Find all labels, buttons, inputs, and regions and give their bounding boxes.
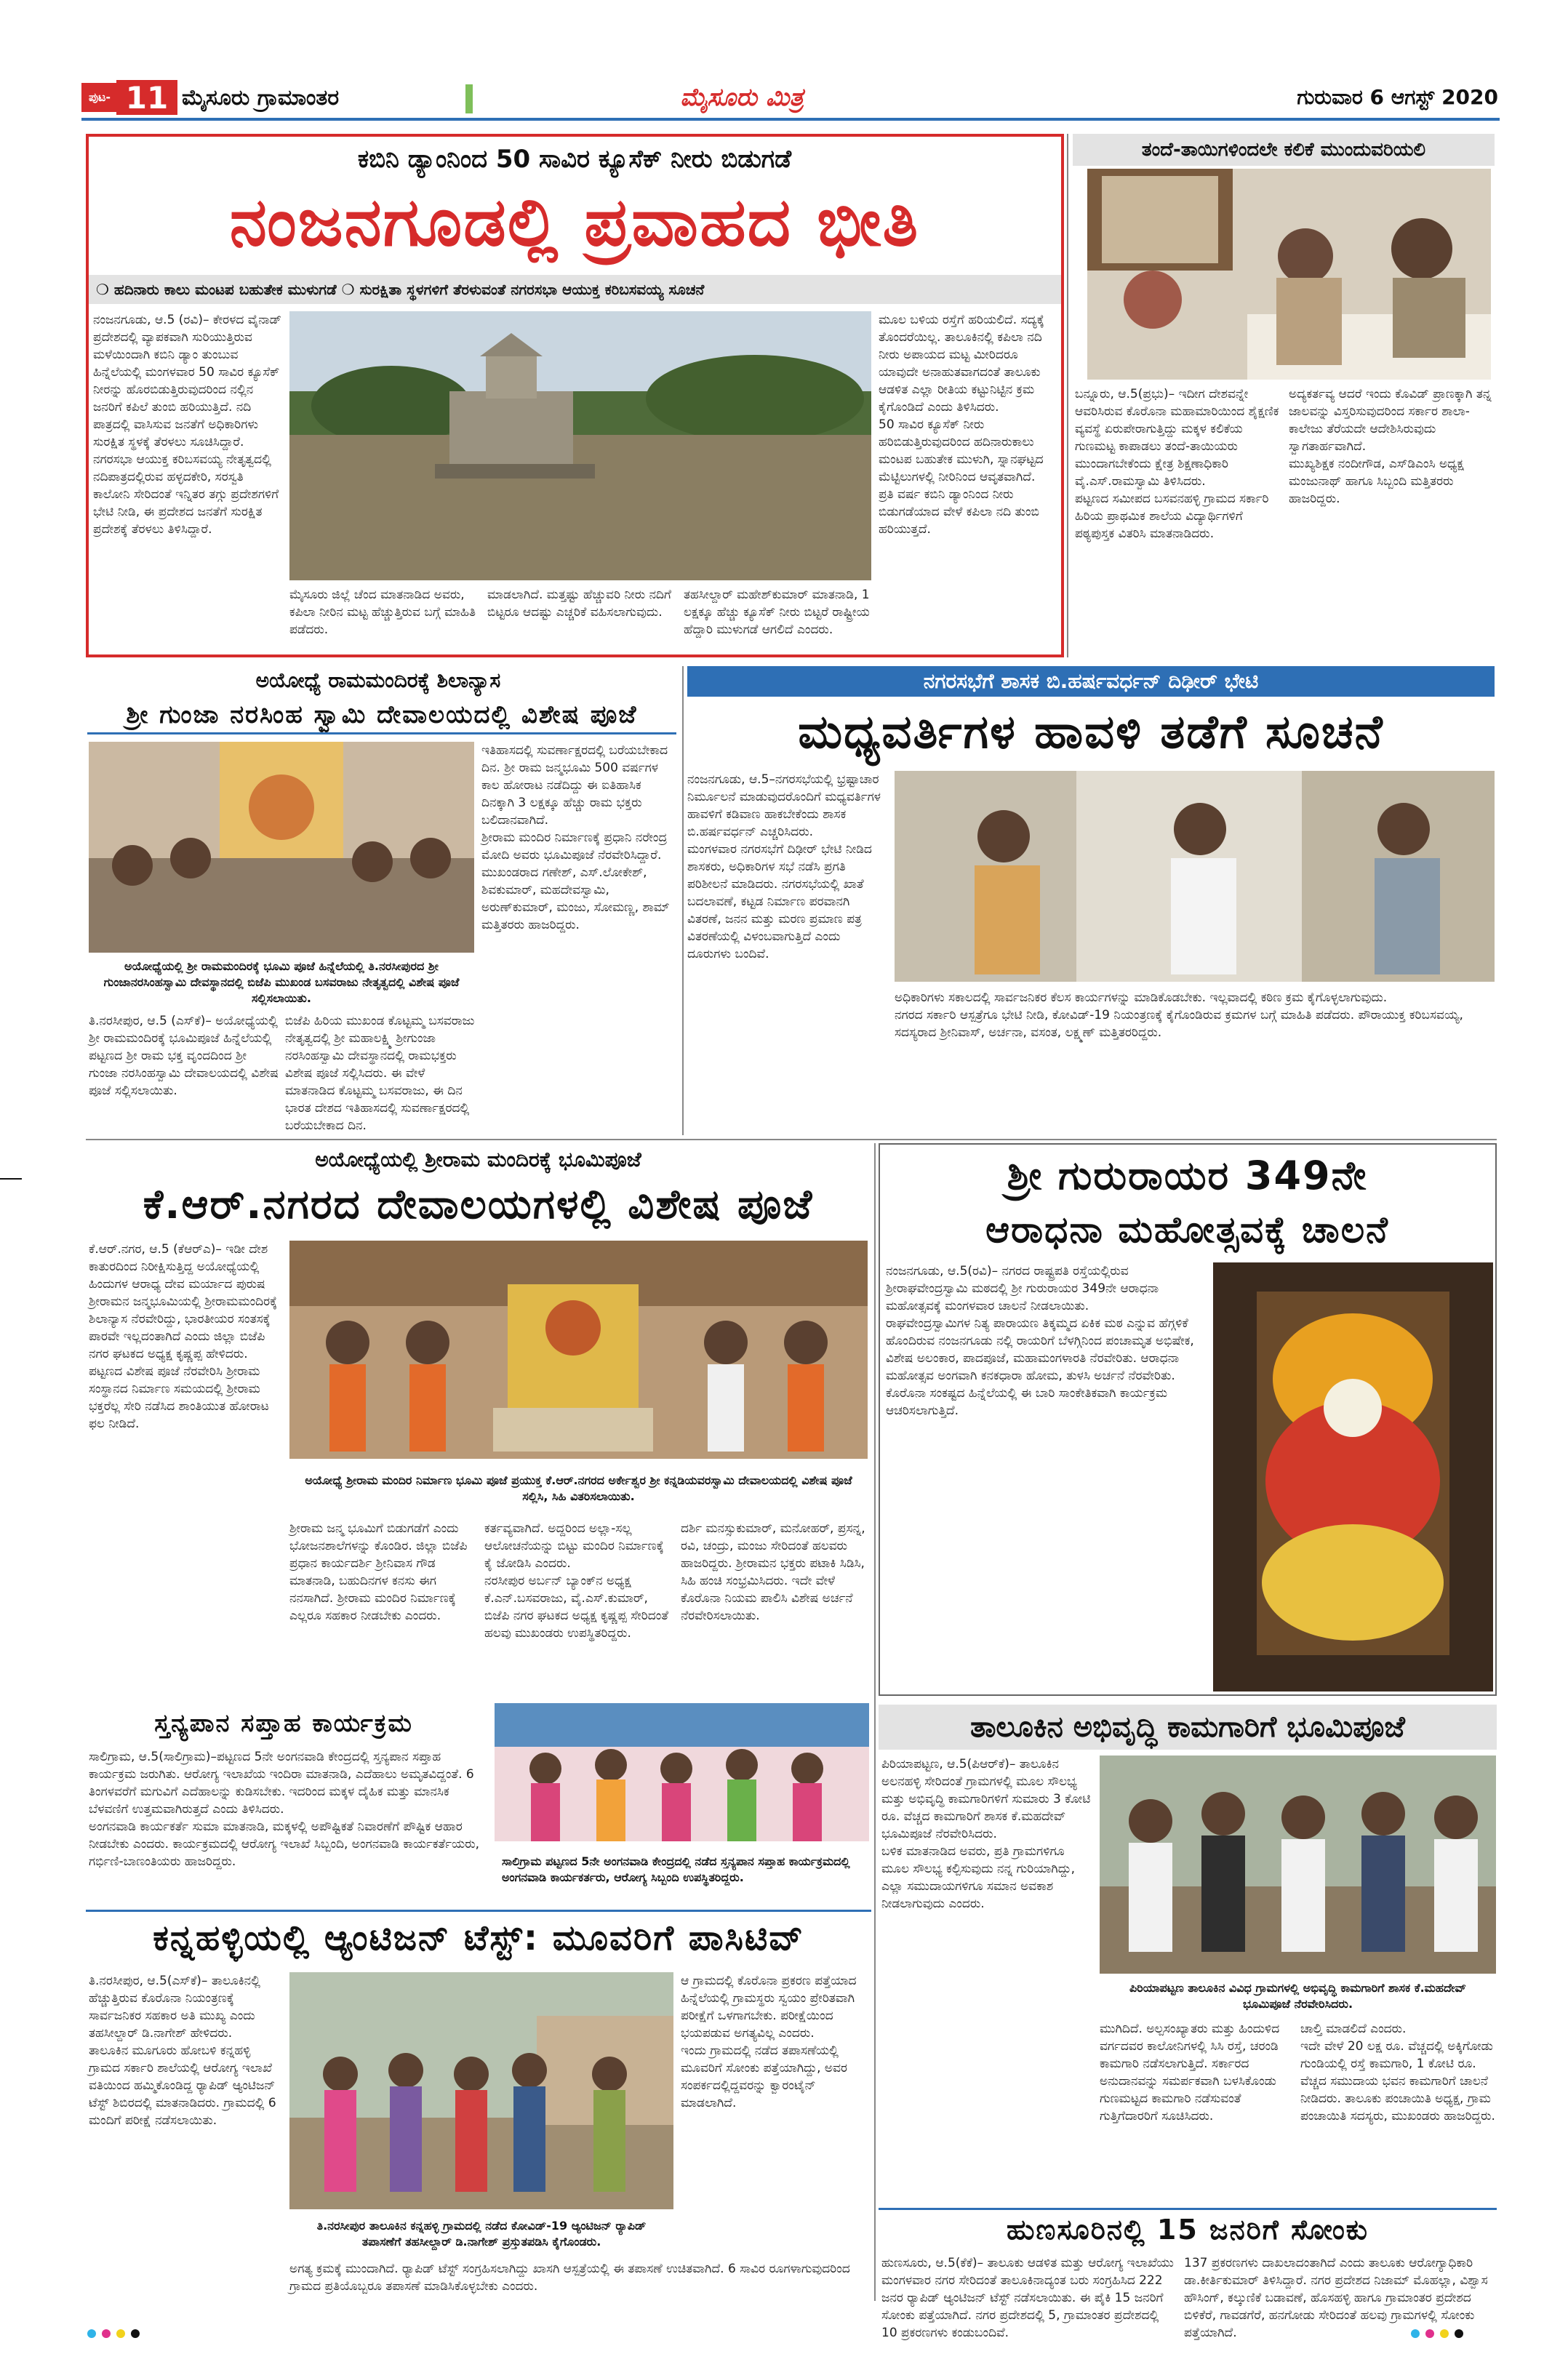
story-mla-photo	[895, 771, 1495, 982]
story-gunja-photo	[89, 742, 474, 953]
story-gunja-body-left: ತಿ.ನರಸೀಪುರ, ಆ.5 (ಎಸ್‌ಕೆ)– ಅಯೋಧ್ಯೆಯಲ್ಲಿ ಶ್ರೀ ರಾಮಮಂದಿರಕ್ಕೆ ಭೂಮಿಪೂಜೆ ಹಿನ್ನೆಲೆಯಲ್ಲಿ ಪಟ್ಟಣದ ಶ್ರೀ ರಾಮ ಭಕ್ತ ವೃಂದದಿಂದ ಶ್ರೀ ಗುಂಜಾ ನರಸಿಂಹಸ್ವಾಮಿ ದೇವಾಲಯದಲ್ಲಿ ವಿಶೇಷ ಪೂಜೆ ಸಲ್ಲಿಸಲಾಯಿತು.	[89, 1014, 283, 1098]
story-aradhana-body: ನಂಜನಗೂಡು, ಆ.5(ರವಿ)– ನಗರದ ರಾಷ್ಟ್ರಪತಿ ರಸ್ತೆಯಲ್ಲಿರುವ ಶ್ರೀರಾಘವೇಂದ್ರಸ್ವಾಮಿ ಮಠದಲ್ಲಿ ಶ್ರೀ ಗುರುರಾಯರ 349ನೇ ಆರಾಧನಾ ಮಹೋತ್ಸವಕ್ಕೆ ಮಂಗಳವಾರ ಚಾಲನೆ ನೀಡಲಾಯಿತು. ರಾಘವೇಂದ್ರಸ್ವಾಮಿಗಳ ನಿತ್ಯ ಪಾರಾಯಣ ತಿಕ್ಕಮ್ಮದ ಏಕಿಕ ಮಠ ಎನ್ನುವ ಹೆಗ್ಗಳಿಕೆ ಹೊಂದಿರುವ ನಂಜನಗೂಡು ನಲ್ಲಿ ರಾಯರಿಗೆ ಬೆಳಗ್ಗಿನಿಂದ ಪಂಚಾಮೃತ ಅಭಿಷೇಕ, ವಿಶೇಷ ಅಲಂಕಾರ, ಪಾದಪೂಜೆ, ಮಹಾಮಂಗಳಾರತಿ ನೆರವೇರಿತು. ಆರಾಧನಾ ಮಹೋತ್ಸವ ಅಂಗವಾಗಿ ಕನಕಧಾರಾ ಹೋಮ, ತುಳಸಿ ಅರ್ಚನೆ ನೆರವೇರಿತು. ಕೊರೊನಾ ಸಂಕಷ್ಟದ ಹಿನ್ನೆಲೆಯಲ್ಲಿ ಈ ಬಾರಿ ಸಾಂಕೇತಿಕವಾಗಿ ಕಾರ್ಯಕ್ರಮ ಆಚರಿಸಲಾಗುತ್ತಿದೆ.	[886, 1264, 1194, 1418]
page-label: ಪುಟ-	[81, 83, 118, 112]
story-antigen-caption: ತಿ.ನರಸೀಪುರ ತಾಲೂಕಿನ ಕನ್ನಹಳ್ಳಿ ಗ್ರಾಮದಲ್ಲಿ ನಡೆದ ಕೋವಿಡ್-19 ಆ್ಯಂಟಿಜನ್ ರ‍್ಯಾಪಿಡ್ ತಪಾಸಣೆಗೆ ತಹಸೀಲ್ದಾರ್ ಡಿ.ನಾಗೇಶ್ ಪ್ರಸ್ತುತಪಡಿಸಿ ಕೈಗೊಂಡರು.	[316, 2219, 647, 2249]
story-mla-headline: ಮಧ್ಯವರ್ತಿಗಳ ಹಾವಳಿ ತಡೆಗೆ ಸೂಚನೆ	[798, 705, 1384, 759]
story-education-body-right: ಅದ್ಯಕರ್ತವ್ಯ ಆದರೆ ಇಂದು ಕೊವಿಡ್ ಪ್ರಾಣಕ್ಕಾಗಿ ತನ್ನ ಜಾಲವನ್ನು ವಿಸ್ತರಿಸುವುದರಿಂದ ಸರ್ಕಾರ ಶಾಲಾ-ಕಾಲೇಜು ತೆರೆಯದೇ ಆದೇಶಿಸಿರುವುದು ಸ್ವಾಗತಾರ್ಹವಾಗಿದೆ. ಮುಖ್ಯಶಿಕ್ಷಕ ನಂದೀಗೌಡ, ಎಸ್‌ಡಿಎಂಸಿ ಅಧ್ಯಕ್ಷ ಮಂಜುನಾಥ್ ಹಾಗೂ ಸಿಬ್ಬಂದಿ ಮತ್ತಿತರರು ಹಾಜರಿದ್ದರು.	[1289, 387, 1492, 506]
story-flood-caption-left: ಮೈಸೂರು ಜಿಲ್ಲೆ ಚೆಂದ ಮಾತನಾಡಿದ ಅವರು, ಕಪಿಲಾ ನೀರಿನ ಮಟ್ಟ ಹೆಚ್ಚುತ್ತಿರುವ ಬಗ್ಗೆ ಮಾಹಿತಿ ಪಡೆದರು.	[289, 588, 480, 637]
flood-mantapa-image	[289, 311, 871, 580]
margin-mark	[0, 1178, 22, 1180]
column-divider	[682, 666, 684, 1135]
story-gunja-caption: ಅಯೋಧ್ಯೆಯಲ್ಲಿ ಶ್ರೀ ರಾಮಮಂದಿರಕ್ಕೆ ಭೂಮಿ ಪೂಜೆ ಹಿನ್ನೆಲೆಯಲ್ಲಿ ತಿ.ನರಸೀಪುರದ ಶ್ರೀ ಗುಂಜಾನರಸಿಂಹಸ್ವಾಮಿ ದೇವಸ್ಥಾನದಲ್ಲಿ ಬಿಜೆಪಿ ಮುಖಂಡ ಬಸವರಾಜು ನೇತೃತ್ವದಲ್ಲಿ ವಿಶೇಷ ಪೂಜೆ ಸಲ್ಲಿಸಲಾಯಿತು.	[103, 959, 460, 1005]
issue-date: ಗುರುವಾರ 6 ಆಗಸ್ಟ್ 2020	[1297, 85, 1498, 109]
story-flood-kicker: ಕಬಿನಿ ಡ್ಯಾಂನಿಂದ 50 ಸಾವಿರ ಕ್ಯೂಸೆಕ್ ನೀರು ಬಿಡುಗಡೆ	[357, 145, 792, 174]
story-antigen-headline: ಕನ್ನಹಳ್ಳಿಯಲ್ಲಿ ಆ್ಯಂಟಿಜನ್ ಟೆಸ್ಟ್: ಮೂವರಿಗೆ ಪಾಸಿಟಿವ್	[86, 1910, 871, 1965]
section-marker	[465, 84, 473, 113]
story-development-caption: ಪಿರಿಯಾಪಟ್ಟಣ ತಾಲೂಕಿನ ವಿವಿಧ ಗ್ರಾಮಗಳಲ್ಲಿ ಅಭಿವೃದ್ಧಿ ಕಾಮಗಾರಿಗೆ ಶಾಸಕ ಕೆ.ಮಹದೇವ್ ಭೂಮಿಪೂಜೆ ನೆರವೇರಿಸಿದರು.	[1129, 1981, 1466, 2011]
story-antigen-body-bottom: ಅಗತ್ಯ ಕ್ರಮಕ್ಕೆ ಮುಂದಾಗಿದೆ. ರ‍್ಯಾಪಿಡ್ ಟೆಸ್ಟ್ ಸಂಗ್ರಹಿಸಲಾಗಿದ್ದು ಖಾಸಗಿ ಆಸ್ಪತ್ರೆಯಲ್ಲಿ ಈ ತಪಾಸಣೆ ಉಚಿತವಾಗಿದೆ. 6 ಸಾವಿರ ರೂಗಳಾಗುವುದರಿಂದ ಗ್ರಾಮದ ಪ್ರತಿಯೊಬ್ಬರೂ ತಪಾಸಣೆ ಮಾಡಿಸಿಕೊಳ್ಳಬೇಕು ಎಂದರು.	[289, 2262, 855, 2294]
story-aradhana-headline-1: ಶ್ರೀ ಗುರುರಾಯರ 349ನೇ	[1007, 1153, 1368, 1198]
story-krnagar-caption: ಅಯೋಧ್ಯೆ ಶ್ರೀರಾಮ ಮಂದಿರ ನಿರ್ಮಾಣ ಭೂಮಿ ಪೂಜೆ ಪ್ರಯುಕ್ತ ಕೆ.ಆರ್.ನಗರದ ಅರ್ಕೇಶ್ವರ ಶ್ರೀ ಕನ್ನಡಿಯವರಸ್ವಾಮಿ ದೇವಾಲಯದಲ್ಲಿ ವಿಶೇಷ ಪೂಜೆ ಸಲ್ಲಿಸಿ, ಸಿಹಿ ವಿತರಿಸಲಾಯಿತು.	[305, 1473, 852, 1503]
masthead-rule	[81, 118, 1500, 121]
section-rule	[86, 1139, 1497, 1140]
story-development-body-bottom-right: ಚಾಲ್ತಿ ಮಾಡಲಿದೆ ಎಂದರು. ಇದೇ ವೇಳೆ 20 ಲಕ್ಷ ರೂ. ವೆಚ್ಚದಲ್ಲಿ ಅಕ್ಕಿಗೋಡು ಗುಂಡಿಯಲ್ಲಿ ರಸ್ತೆ ಕಾಮಗಾರಿ, 1 ಕೋಟಿ ರೂ. ವೆಚ್ಚದ ಸಮುದಾಯ ಭವನ ಕಾಮಗಾರಿಗೆ ಚಾಲನೆ ನೀಡಿದರು. ತಾಲೂಕು ಪಂಚಾಯಿತಿ ಅಧ್ಯಕ್ಷ, ಗ್ರಾಮ ಪಂಚಾಯಿತಿ ಸದಸ್ಯರು, ಮುಖಂಡರು ಹಾಜರಿದ್ದರು.	[1300, 2022, 1495, 2123]
page-number: 11	[116, 80, 177, 115]
story-krnagar-photo	[289, 1241, 868, 1459]
column-divider	[874, 1143, 876, 2301]
story-mla-body-right: ಅಧಿಕಾರಿಗಳು ಸಕಾಲದಲ್ಲಿ ಸಾರ್ವಜನಿಕರ ಕೆಲಸ ಕಾರ್ಯಗಳನ್ನು ಮಾಡಿಕೊಡಬೇಕು. ಇಲ್ಲವಾದಲ್ಲಿ ಕಠಿಣ ಕ್ರಮ ಕೈಗೊಳ್ಳಲಾಗುವುದು. ನಗರದ ಸರ್ಕಾರಿ ಆಸ್ಪತ್ರೆಗೂ ಭೇಟಿ ನೀಡಿ, ಕೋವಿಡ್-19 ನಿಯಂತ್ರಣಕ್ಕೆ ಕೈಗೊಂಡಿರುವ ಕ್ರಮಗಳ ಬಗ್ಗೆ ಮಾಹಿತಿ ಪಡೆದರು. ಪೌರಾಯುಕ್ತ ಕರಿಬಸವಯ್ಯ, ಸದಸ್ಯರಾದ ಶ್ರೀನಿವಾಸ್, ಅರ್ಚನಾ, ವಸಂತ, ಲಕ್ಷ್ಮಣ್ ಮತ್ತಿತರರಿದ್ದರು.	[895, 990, 1463, 1040]
story-gunja-body-mid: ಬಿಜೆಪಿ ಹಿರಿಯ ಮುಖಂಡ ಕೊಟ್ಟಮ್ಮ ಬಸವರಾಜು ನೇತೃತ್ವದಲ್ಲಿ ಶ್ರೀ ಮಹಾಲಕ್ಷ್ಮಿ ಶ್ರೀಗುಂಜಾ ನರಸಿಂಹಸ್ವಾಮಿ ದೇವಸ್ಥಾನದಲ್ಲಿ ರಾಮಭಕ್ತರು ವಿಶೇಷ ಪೂಜೆ ಸಲ್ಲಿಸಿದರು. ಈ ವೇಳೆ ಮಾತನಾಡಿದ ಕೊಟ್ಟಮ್ಮ ಬಸವರಾಜು, ಈ ದಿನ ಭಾರತ ದೇಶದ ಇತಿಹಾಸದಲ್ಲಿ ಸುವರ್ಣಾಕ್ಷರದಲ್ಲಿ ಬರೆಯಬೇಕಾದ ದಿನ.	[285, 1014, 479, 1133]
story-flood-photo	[289, 311, 871, 580]
story-antigen-photo	[289, 1972, 673, 2209]
column-divider	[1067, 134, 1068, 657]
story-flood-body-right: ಮೂಲ ಬಳಿಯ ರಸ್ತೆಗೆ ಹರಿಯಲಿದೆ. ಸದ್ಯಕ್ಕೆ ತೊಂದರೆಯಿಲ್ಲ. ತಾಲೂಕಿನಲ್ಲಿ ಕಪಿಲಾ ನದಿ ನೀರು ಅಪಾಯದ ಮಟ್ಟ ಮೀರಿದರೂ ಯಾವುದೇ ಅನಾಹುತವಾಗದಂತೆ ತಾಲೂಕು ಆಡಳಿತ ಎಲ್ಲಾ ರೀತಿಯ ಕಟ್ಟುನಿಟ್ಟಿನ ಕ್ರಮ ಕೈಗೊಂಡಿದೆ ಎಂದು ತಿಳಿಸಿದರು. 50 ಸಾವಿರ ಕ್ಯೂಸೆಕ್ ನೀರು ಹರಿಬಿಡುತ್ತಿರುವುದರಿಂದ ಹದಿನಾರುಕಾಲು ಮಂಟಪ ಬಹುತೇಕ ಮುಳುಗಿ, ಸ್ನಾನಘಟ್ಟದ ಮೆಟ್ಟಿಲುಗಳಲ್ಲಿ ನೀರಿನಿಂದ ಆವೃತವಾಗಿದೆ. ಪ್ರತಿ ವರ್ಷ ಕಬಿನಿ ಡ್ಯಾಂನಿಂದ ನೀರು ಬಿಡುಗಡೆಯಾದ ವೇಳೆ ಕಪಿಲಾ ನದಿ ತುಂಬಿ ಹರಿಯುತ್ತದೆ.	[879, 313, 1044, 537]
book-distribution-image	[1087, 169, 1491, 380]
story-flood-body-left: ನಂಜನಗೂಡು, ಆ.5 (ರವಿ)– ಕೇರಳದ ವೈನಾಡ್ ಪ್ರದೇಶದಲ್ಲಿ ವ್ಯಾಪಕವಾಗಿ ಸುರಿಯುತ್ತಿರುವ ಮಳೆಯಿಂದಾಗಿ ಕಬಿನಿ ಡ್ಯಾಂ ತುಂಬುವ ಹಿನ್ನೆಲೆಯಲ್ಲಿ ಮಂಗಳವಾರ 50 ಸಾವಿರ ಕ್ಯೂಸೆಕ್ ನೀರನ್ನು ಹೊರಬಿಡುತ್ತಿರುವುದರಿಂದ ನಲ್ಲಿನ ಜನರಿಗೆ ಕಪಿಲೆ ತುಂಬಿ ಹರಿಯುತ್ತಿದೆ. ನದಿ ಪಾತ್ರದಲ್ಲಿ ವಾಸಿಸುವ ಜನತೆಗೆ ಅಧಿಕಾರಿಗಳು ಸುರಕ್ಷಿತ ಸ್ಥಳಕ್ಕೆ ತೆರಳಲು ಸೂಚಿಸಿದ್ದಾರೆ. ನಗರಸಭಾ ಆಯುಕ್ತ ಕರಿಬಸವಯ್ಯ ನೇತೃತ್ವದಲ್ಲಿ ನದಿಪಾತ್ರದಲ್ಲಿರುವ ಹಳ್ಳದಕೇರಿ, ಸರಸ್ವತಿ ಕಾಲೋನಿ ಸೇರಿದಂತೆ ಇನ್ನಿತರ ತಗ್ಗು ಪ್ರದೇಶಗಳಿಗೆ ಭೇಟಿ ನೀಡಿ, ಈ ಪ್ರದೇಶದ ಜನತೆಗೆ ಸುರಕ್ಷಿತ ಪ್ರದೇಶಕ್ಕೆ ತೆರಳಲು ತಿಳಿಸಿದ್ದಾರೆ.	[93, 313, 281, 537]
story-krnagar-kicker: ಅಯೋಧ್ಯೆಯಲ್ಲಿ ಶ್ರೀರಾಮ ಮಂದಿರಕ್ಕೆ ಭೂಮಿಪೂಜೆ	[315, 1148, 641, 1172]
village-test-image	[289, 1972, 673, 2209]
story-development-photo	[1100, 1756, 1496, 1974]
story-hunsur-body-right: 137 ಪ್ರಕರಣಗಳು ದಾಖಲಾದಂತಾಗಿದೆ ಎಂದು ತಾಲೂಕು ಆರೋಗ್ಯಾಧಿಕಾರಿ ಡಾ.ಕೀರ್ತಿಕುಮಾರ್ ತಿಳಿಸಿದ್ದಾರೆ. ನಗರ ಪ್ರದೇಶದ ನಿಜಾಮ್ ಮೊಹಲ್ಲಾ, ವಿಶ್ವಾಸ ಹೌಸಿಂಗ್, ಕಲ್ಕುಣಿಕೆ ಬಡಾವಣೆ, ಹೊಸಹಳ್ಳಿ ಹಾಗೂ ಗ್ರಾಮಾಂತರ ಪ್ರದೇಶದ ಬಿಳಿಕೆರೆ, ಗಾವಡಗೆರೆ, ಹನಗೋಡು ಸೇರಿದಂತೆ ಹಲವು ಗ್ರಾಮಗಳಲ್ಲಿ ಸೋಂಕು ಪತ್ತೆಯಾಗಿದೆ.	[1184, 2256, 1492, 2340]
story-aradhana-headline-2: ಆರಾಧನಾ ಮಹೋತ್ಸವಕ್ಕೆ ಚಾಲನೆ	[985, 1208, 1389, 1251]
story-antigen-body-left: ತಿ.ನರಸೀಪುರ, ಆ.5(ಎಸ್‌ಕೆ)– ತಾಲೂಕಿನಲ್ಲಿ ಹೆಚ್ಚುತ್ತಿರುವ ಕೊರೊನಾ ನಿಯಂತ್ರಣಕ್ಕೆ ಸಾರ್ವಜನಿಕರ ಸಹಕಾರ ಅತಿ ಮುಖ್ಯ ಎಂದು ತಹಸೀಲ್ದಾರ್ ಡಿ.ನಾಗೇಶ್ ಹೇಳಿದರು. ತಾಲೂಕಿನ ಮೂಗೂರು ಹೋಬಳಿ ಕನ್ನಹಳ್ಳಿ ಗ್ರಾಮದ ಸರ್ಕಾರಿ ಶಾಲೆಯಲ್ಲಿ ಆರೋಗ್ಯ ಇಲಾಖೆ ವತಿಯಿಂದ ಹಮ್ಮಿಕೊಂಡಿದ್ದ ರ‍್ಯಾಪಿಡ್ ಆ್ಯಂಟಿಜನ್ ಟೆಸ್ಟ್ ಶಿಬಿರದಲ್ಲಿ ಮಾತನಾಡಿದರು. ಗ್ರಾಮದಲ್ಲಿ 6 ಮಂದಿಗೆ ಪರೀಕ್ಷೆ ನಡೆಸಲಾಯಿತು.	[89, 1974, 276, 2128]
story-education-headline: ತಂದೆ-ತಾಯಿಗಳಿಂದಲೇ ಕಲಿಕೆ ಮುಂದುವರಿಯಲಿ	[1073, 134, 1495, 166]
newspaper-logo: ಮೈಸೂರು ಮಿತ್ರ	[680, 83, 804, 112]
story-flood-caption-right: ತಹಸೀಲ್ದಾರ್ ಮಹೇಶ್‌ಕುಮಾರ್ ಮಾತನಾಡಿ, 1 ಲಕ್ಷಕ್ಕೂ ಹೆಚ್ಚು ಕ್ಯೂಸೆಕ್ ನೀರು ಬಿಟ್ಟರೆ ರಾಷ್ಟ್ರೀಯ ಹೆದ್ದಾರಿ ಮುಳುಗಡೆ ಆಗಲಿದೆ ಎಂದರು.	[684, 588, 874, 637]
story-hunsur-body-left: ಹುಣಸೂರು, ಆ.5(ಕೆಕೆ)– ತಾಲೂಕು ಆಡಳಿತ ಮತ್ತು ಆರೋಗ್ಯ ಇಲಾಖೆಯು ಮಂಗಳವಾರ ನಗರ ಸೇರಿದಂತೆ ತಾಲೂಕಿನಾದ್ಯಂತ ಬರು ಸಂಗ್ರಹಿಸಿದ 222 ಜನರ ರ‍್ಯಾಪಿಡ್ ಆ್ಯಂಟಿಜನ್ ಟೆಸ್ಟ್ ನಡೆಸಲಾಯಿತು. ಈ ಪೈಕಿ 15 ಜನರಿಗೆ ಸೋಂಕು ಪತ್ತೆಯಾಗಿದೆ. ನಗರ ಪ್ರದೇಶದಲ್ಲಿ 5, ಗ್ರಾಮಾಂತರ ಪ್ರದೇಶದಲ್ಲಿ 10 ಪ್ರಕರಣಗಳು ಕಂಡುಬಂದಿವೆ.	[881, 2256, 1178, 2340]
registration-marks-right	[1411, 2327, 1556, 2342]
registration-marks-left	[87, 2327, 233, 2342]
groundbreaking-image	[1100, 1756, 1496, 1974]
story-krnagar-body-left: ಕೆ.ಆರ್.ನಗರ, ಆ.5 (ಕೆಆರ್‌ಎ)– ಇಡೀ ದೇಶ ಕಾತುರದಿಂದ ನಿರೀಕ್ಷಿಸುತ್ತಿದ್ದ ಅಯೋಧ್ಯೆಯಲ್ಲಿ ಹಿಂದುಗಳ ಆರಾಧ್ಯ ದೇವ ಮರ್ಯಾದ ಪುರುಷ ಶ್ರೀರಾಮನ ಜನ್ಮಭೂಮಿಯಲ್ಲಿ ಶ್ರೀರಾಮಮಂದಿರಕ್ಕೆ ಶಿಲಾನ್ಯಾಸ ನೆರವೇರಿದ್ದು, ಭಾರತೀಯರ ಸಂತಸಕ್ಕೆ ಪಾರವೇ ಇಲ್ಲದಂತಾಗಿದೆ ಎಂದು ಜಿಲ್ಲಾ ಬಿಜೆಪಿ ನಗರ ಘಟಕದ ಅಧ್ಯಕ್ಷ ಕೃಷ್ಣಪ್ಪ ಹೇಳಿದರು. ಪಟ್ಟಣದ ವಿಶೇಷ ಪೂಜೆ ನೆರವೇರಿಸಿ ಶ್ರೀರಾಮ ಸಂಸ್ಥಾನದ ನಿರ್ಮಾಣ ಸಮಯದಲ್ಲಿ ಶ್ರೀರಾಮ ಭಕ್ತರೆಲ್ಲ ಸೇರಿ ನಡೆಸಿದ ಶಾಂತಿಯುತ ಹೋರಾಟ ಫಲ ನೀಡಿದೆ.	[89, 1242, 278, 1431]
story-flood-caption-mid: ಮಾಡಲಾಗಿದೆ. ಮತ್ತಷ್ಟು ಹೆಚ್ಚುವರಿ ನೀರು ನದಿಗೆ ಬಿಟ್ಟರೂ ಆದಷ್ಟು ಎಚ್ಚರಿಕೆ ವಹಿಸಲಾಗುವುದು.	[487, 588, 676, 620]
story-breastfeeding-body: ಸಾಲಿಗ್ರಾಮ, ಆ.5(ಸಾಲಿಗ್ರಾಮ)–ಪಟ್ಟಣದ 5ನೇ ಅಂಗನವಾಡಿ ಕೇಂದ್ರದಲ್ಲಿ ಸ್ತನ್ಯಪಾನ ಸಪ್ತಾಹ ಕಾರ್ಯಕ್ರಮ ಜರುಗಿತು. ಆರೋಗ್ಯ ಇಲಾಖೆಯ ಇಂದಿರಾ ಮಾತನಾಡಿ, ಎದೆಹಾಲು ಅಮೃತವಿದ್ದಂತೆ. 6 ತಿಂಗಳವರೆಗೆ ಮಗುವಿಗೆ ಎದೆಹಾಲನ್ನು ಕುಡಿಸಬೇಕು. ಇದರಿಂದ ಮಕ್ಕಳ ದೈಹಿಕ ಮತ್ತು ಮಾನಸಿಕ ಬೆಳವಣಿಗೆ ಉತ್ತಮವಾಗಿರುತ್ತದೆ ಎಂದು ತಿಳಿಸಿದರು. ಅಂಗನವಾಡಿ ಕಾರ್ಯಕರ್ತೆ ಸುಮಾ ಮಾತನಾಡಿ, ಮಕ್ಕಳಲ್ಲಿ ಅಪೌಷ್ಟಿಕತೆ ನಿವಾರಣೆಗೆ ಪೌಷ್ಟಿಕ ಆಹಾರ ನೀಡಬೇಕು ಎಂದರು. ಕಾರ್ಯಕ್ರಮದಲ್ಲಿ ಆರೋಗ್ಯ ಇಲಾಖೆ ಸಿಬ್ಬಂದಿ, ಅಂಗನವಾಡಿ ಕಾರ್ಯಕರ್ತೆಯರು, ಗರ್ಭಿಣಿ-ಬಾಣಂತಿಯರು ಹಾಜರಿದ್ದರು.	[89, 1750, 480, 1869]
story-gunja-kicker: ಅಯೋಧ್ಯೆ ರಾಮಮಂದಿರಕ್ಕೆ ಶಿಲಾನ್ಯಾಸ	[255, 668, 501, 692]
story-breastfeeding-headline: ಸ್ತನ್ಯಪಾನ ಸಪ್ತಾಹ ಕಾರ್ಯಕ್ರಮ	[154, 1709, 413, 1738]
anganwadi-image	[495, 1703, 869, 1841]
story-hunsur-headline: ಹುಣಸೂರಿನಲ್ಲಿ 15 ಜನರಿಗೆ ಸೋಂಕು	[879, 2208, 1497, 2250]
office-visit-image	[895, 771, 1495, 982]
story-flood-headline: ನಂಜನಗೂಡಲ್ಲಿ ಪ್ರವಾಹದ ಭೀತಿ	[229, 183, 920, 261]
section-title: ಮೈಸೂರು ಗ್ರಾಮಾಂತರ	[182, 84, 340, 111]
story-krnagar-body-right: ದರ್ಶಿ ಮನಸ್ಸುಕುಮಾರ್, ಮನೋಹರ್, ಪ್ರಸನ್ನ, ರವಿ, ಚಂದ್ರು, ಮಂಜು ಸೇರಿದಂತೆ ಹಲವರು ಹಾಜರಿದ್ದರು. ಶ್ರೀರಾಮನ ಭಕ್ತರು ಪಟಾಕಿ ಸಿಡಿಸಿ, ಸಿಹಿ ಹಂಚಿ ಸಂಭ್ರಮಿಸಿದರು. ಇದೇ ವೇಳೆ ಕೊರೊನಾ ನಿಯಮ ಪಾಲಿಸಿ ವಿಶೇಷ ಅರ್ಚನೆ ನೆರವೇರಿಸಲಾಯಿತು.	[681, 1521, 870, 1623]
story-krnagar-body-mid: ಶ್ರೀರಾಮ ಜನ್ಮ ಭೂಮಿಗೆ ಬಿಡುಗಡೆಗೆ ಎಂದು ಭೋಜನಶಾಲೆಗಳನ್ನು ಕೊಂಡಿರ. ಜಿಲ್ಲಾ ಬಿಜೆಪಿ ಪ್ರಧಾನ ಕಾರ್ಯದರ್ಶಿ ಶ್ರೀನಿವಾಸ ಗೌಡ ಮಾತನಾಡಿ, ಬಹುದಿನಗಳ ಕನಸು ಈಗ ನನಸಾಗಿದೆ. ಶ್ರೀರಾಮ ಮಂದಿರ ನಿರ್ಮಾಣಕ್ಕೆ ಎಲ್ಲರೂ ಸಹಕಾರ ನೀಡಬೇಕು ಎಂದರು.	[289, 1521, 471, 1623]
story-gunja-headline: ಶ್ರೀ ಗುಂಜಾ ನರಸಿಂಹ ಸ್ವಾಮಿ ದೇವಾಲಯದಲ್ಲಿ ವಿಶೇಷ ಪೂಜೆ	[87, 697, 676, 734]
story-education-body-left: ಬನ್ನೂರು, ಆ.5(ಪ್ರಭು)– ಇದೀಗ ದೇಶವನ್ನೇ ಆವರಿಸಿರುವ ಕೊರೊನಾ ಮಹಾಮಾರಿಯಿಂದ ಶೈಕ್ಷಣಿಕ ವ್ಯವಸ್ಥೆ ಏರುಪೇರಾಗುತ್ತಿದ್ದು ಮಕ್ಕಳ ಕಲಿಕೆಯ ಗುಣಮಟ್ಟ ಕಾಪಾಡಲು ತಂದೆ-ತಾಯಿಯರು ಮುಂದಾಗಬೇಕೆಂದು ಕ್ಷೇತ್ರ ಶಿಕ್ಷಣಾಧಿಕಾರಿ ವೈ.ಎಸ್.ರಾಮಸ್ವಾಮಿ ತಿಳಿಸಿದರು. ಪಟ್ಟಣದ ಸಮೀಪದ ಬಸವನಹಳ್ಳಿ ಗ್ರಾಮದ ಸರ್ಕಾರಿ ಹಿರಿಯ ಪ್ರಾಥಮಿಕ ಶಾಲೆಯ ವಿದ್ಯಾರ್ಥಿಗಳಿಗೆ ಪಠ್ಯಪುಸ್ತಕ ವಿತರಿಸಿ ಮಾತನಾಡಿದರು.	[1075, 387, 1279, 541]
story-education-photo	[1087, 169, 1491, 380]
story-gunja-body-right: ಇತಿಹಾಸದಲ್ಲಿ ಸುವರ್ಣಾಕ್ಷರದಲ್ಲಿ ಬರೆಯಬೇಕಾದ ದಿನ. ಶ್ರೀ ರಾಮ ಜನ್ಮಭೂಮಿ 500 ವರ್ಷಗಳ ಕಾಲ ಹೋರಾಟ ನಡೆದಿದ್ದು ಈ ಐತಿಹಾಸಿಕ ದಿನಕ್ಕಾಗಿ 3 ಲಕ್ಷಕ್ಕೂ ಹೆಚ್ಚು ರಾಮ ಭಕ್ತರು ಬಲಿದಾನವಾಗಿದೆ. ಶ್ರೀರಾಮ ಮಂದಿರ ನಿರ್ಮಾಣಕ್ಕೆ ಪ್ರಧಾನಿ ನರೇಂದ್ರ ಮೋದಿ ಅವರು ಭೂಮಿಪೂಜೆ ನೆರವೇರಿಸಿದ್ದಾರೆ. ಮುಖಂಡರಾದ ಗಣೇಶ್, ಎಸ್.ಲೋಕೇಶ್, ಶಿವಕುಮಾರ್, ಮಹದೇವಸ್ವಾಮಿ, ಅರುಣ್‌ಕುಮಾರ್, ಮಂಜು, ಸೋಮಣ್ಣ, ಶಾಮ್ ಮತ್ತಿತರರು ಹಾಜರಿದ್ದರು.	[481, 743, 670, 932]
story-mla-kicker: ನಗರಸಭೆಗೆ ಶಾಸಕ ಬಿ.ಹರ್ಷವರ್ಧನ್ ದಿಢೀರ್ ಭೇಟಿ	[687, 666, 1495, 697]
story-krnagar-body-mid2: ಕರ್ತವ್ಯವಾಗಿದೆ. ಅದ್ದರಿಂದ ಅಲ್ಲಾ-ಸಲ್ಲ ಆಲೋಚನೆಯನ್ನು ಬಿಟ್ಟು ಮಂದಿರ ನಿರ್ಮಾಣಕ್ಕೆ ಕೈ ಜೋಡಿಸಿ ಎಂದರು. ನರಸೀಪುರ ಅರ್ಬನ್ ಬ್ಯಾಂಕ್‌ನ ಅಧ್ಯಕ್ಷ ಕೆ.ಎನ್.ಬಸವರಾಜು, ವೈ.ಎಸ್.ಕುಮಾರ್, ಬಿಜೆಪಿ ನಗರ ಘಟಕದ ಅಧ್ಯಕ್ಷ ಕೃಷ್ಣಪ್ಪ ಸೇರಿದಂತೆ ಹಲವು ಮುಖಂಡರು ಉಪಸ್ಥಿತರಿದ್ದರು.	[484, 1521, 668, 1641]
temple-group-image	[89, 742, 474, 953]
story-krnagar-headline: ಕೆ.ಆರ್.ನಗರದ ದೇವಾಲಯಗಳಲ್ಲಿ ವಿಶೇಷ ಪೂಜೆ	[143, 1181, 814, 1228]
story-flood-subhead: ❍ ಹದಿನಾರು ಕಾಲು ಮಂಟಪ ಬಹುತೇಕ ಮುಳುಗಡೆ ❍ ಸುರಕ್ಷಿತಾ ಸ್ಥಳಗಳಿಗೆ ತೆರಳುವಂತೆ ನಗರಸಭಾ ಆಯುಕ್ತ ಕರಿಬಸವಯ್ಯ ಸೂಚನೆ	[89, 275, 1061, 304]
story-breastfeeding-caption: ಸಾಲಿಗ್ರಾಮ ಪಟ್ಟಣದ 5ನೇ ಅಂಗನವಾಡಿ ಕೇಂದ್ರದಲ್ಲಿ ನಡೆದ ಸ್ತನ್ಯಪಾನ ಸಪ್ತಾಹ ಕಾರ್ಯಕ್ರಮದಲ್ಲಿ ಅಂಗನವಾಡಿ ಕಾರ್ಯಕರ್ತರು, ಆರೋಗ್ಯ ಸಿಬ್ಬಂದಿ ಉಪಸ್ಥಿತರಿದ್ದರು.	[502, 1854, 850, 1884]
krnagar-temple-image	[289, 1241, 868, 1459]
story-development-headline: ತಾಲೂಕಿನ ಅಭಿವೃದ್ಧಿ ಕಾಮಗಾರಿಗೆ ಭೂಮಿಪೂಜೆ	[879, 1705, 1497, 1750]
story-breastfeeding-photo	[495, 1703, 869, 1841]
story-aradhana-photo	[1213, 1262, 1493, 1692]
story-development-body-bottom-left: ಮುಗಿದಿದೆ. ಅಲ್ಪಸಂಖ್ಯಾತರು ಮತ್ತು ಹಿಂದುಳಿದ ವರ್ಗದವರ ಕಾಲೋನಿಗಳಲ್ಲಿ ಸಿಸಿ ರಸ್ತೆ, ಚರಂಡಿ ಕಾಮಗಾರಿ ನಡೆಸಲಾಗುತ್ತಿದೆ. ಸರ್ಕಾರದ ಅನುದಾನವನ್ನು ಸಮರ್ಪಕವಾಗಿ ಬಳಸಿಕೊಂಡು ಗುಣಮಟ್ಟದ ಕಾಮಗಾರಿ ನಡೆಸುವಂತೆ ಗುತ್ತಿಗೆದಾರರಿಗೆ ಸೂಚಿಸಿದರು.	[1100, 2022, 1284, 2123]
brindavana-image	[1213, 1262, 1493, 1692]
story-antigen-body-mid: ಆ ಗ್ರಾಮದಲ್ಲಿ ಕೊರೊನಾ ಪ್ರಕರಣ ಪತ್ತೆಯಾದ ಹಿನ್ನೆಲೆಯಲ್ಲಿ ಗ್ರಾಮಸ್ಥರು ಸ್ವಯಂ ಪ್ರೇರಿತವಾಗಿ ಪರೀಕ್ಷೆಗೆ ಒಳಗಾಗಬೇಕು. ಪರೀಕ್ಷೆಯಿಂದ ಭಯಪಡುವ ಅಗತ್ಯವಿಲ್ಲ ಎಂದರು. ಇಂದು ಗ್ರಾಮದಲ್ಲಿ ನಡೆದ ತಪಾಸಣೆಯಲ್ಲಿ ಮೂವರಿಗೆ ಸೋಂಕು ಪತ್ತೆಯಾಗಿದ್ದು, ಅವರ ಸಂಪರ್ಕದಲ್ಲಿದ್ದವರನ್ನು ಕ್ವಾರಂಟೈನ್ ಮಾಡಲಾಗಿದೆ.	[681, 1974, 857, 2110]
story-development-body-top: ಪಿರಿಯಾಪಟ್ಟಣ, ಆ.5(ಪಿಆರ್‌ಕೆ)– ತಾಲೂಕಿನ ಅಲನಹಳ್ಳಿ ಸೇರಿದಂತೆ ಗ್ರಾಮಗಳಲ್ಲಿ ಮೂಲ ಸೌಲಭ್ಯ ಮತ್ತು ಅಭಿವೃದ್ಧಿ ಕಾಮಗಾರಿಗಳಿಗೆ ಸುಮಾರು 3 ಕೋಟಿ ರೂ. ವೆಚ್ಚದ ಕಾಮಗಾರಿಗೆ ಶಾಸಕ ಕೆ.ಮಹದೇವ್ ಭೂಮಿಪೂಜೆ ನೆರವೇರಿಸಿದರು. ಬಳಿಕ ಮಾತನಾಡಿದ ಅವರು, ಪ್ರತಿ ಗ್ರಾಮಗಳಿಗೂ ಮೂಲ ಸೌಲಭ್ಯ ಕಲ್ಪಿಸುವುದು ನನ್ನ ಗುರಿಯಾಗಿದ್ದು, ಎಲ್ಲಾ ಸಮುದಾಯಗಳಿಗೂ ಸಮಾನ ಅವಕಾಶ ನೀಡಲಾಗುವುದು ಎಂದರು.	[881, 1757, 1091, 1911]
story-mla-body-left: ನಂಜನಗೂಡು, ಆ.5–ನಗರಸಭೆಯಲ್ಲಿ ಭ್ರಷ್ಟಾಚಾರ ನಿರ್ಮೂಲನೆ ಮಾಡುವುದರೊಂದಿಗೆ ಮಧ್ಯವರ್ತಿಗಳ ಹಾವಳಿಗೆ ಕಡಿವಾಣ ಹಾಕಬೇಕೆಂದು ಶಾಸಕ ಬಿ.ಹರ್ಷವರ್ಧನ್ ಎಚ್ಚರಿಸಿದರು. ಮಂಗಳವಾರ ನಗರಸಭೆಗೆ ದಿಢೀರ್ ಭೇಟಿ ನೀಡಿದ ಶಾಸಕರು, ಅಧಿಕಾರಿಗಳ ಸಭೆ ನಡೆಸಿ ಪ್ರಗತಿ ಪರಿಶೀಲನೆ ಮಾಡಿದರು. ನಗರಸಭೆಯಲ್ಲಿ ಖಾತೆ ಬದಲಾವಣೆ, ಕಟ್ಟಡ ನಿರ್ಮಾಣ ಪರವಾನಗಿ ವಿತರಣೆ, ಜನನ ಮತ್ತು ಮರಣ ಪ್ರಮಾಣ ಪತ್ರ ವಿತರಣೆಯಲ್ಲಿ ವಿಳಂಬವಾಗುತ್ತಿದೆ ಎಂದು ದೂರುಗಳು ಬಂದಿವೆ.	[687, 772, 881, 961]
